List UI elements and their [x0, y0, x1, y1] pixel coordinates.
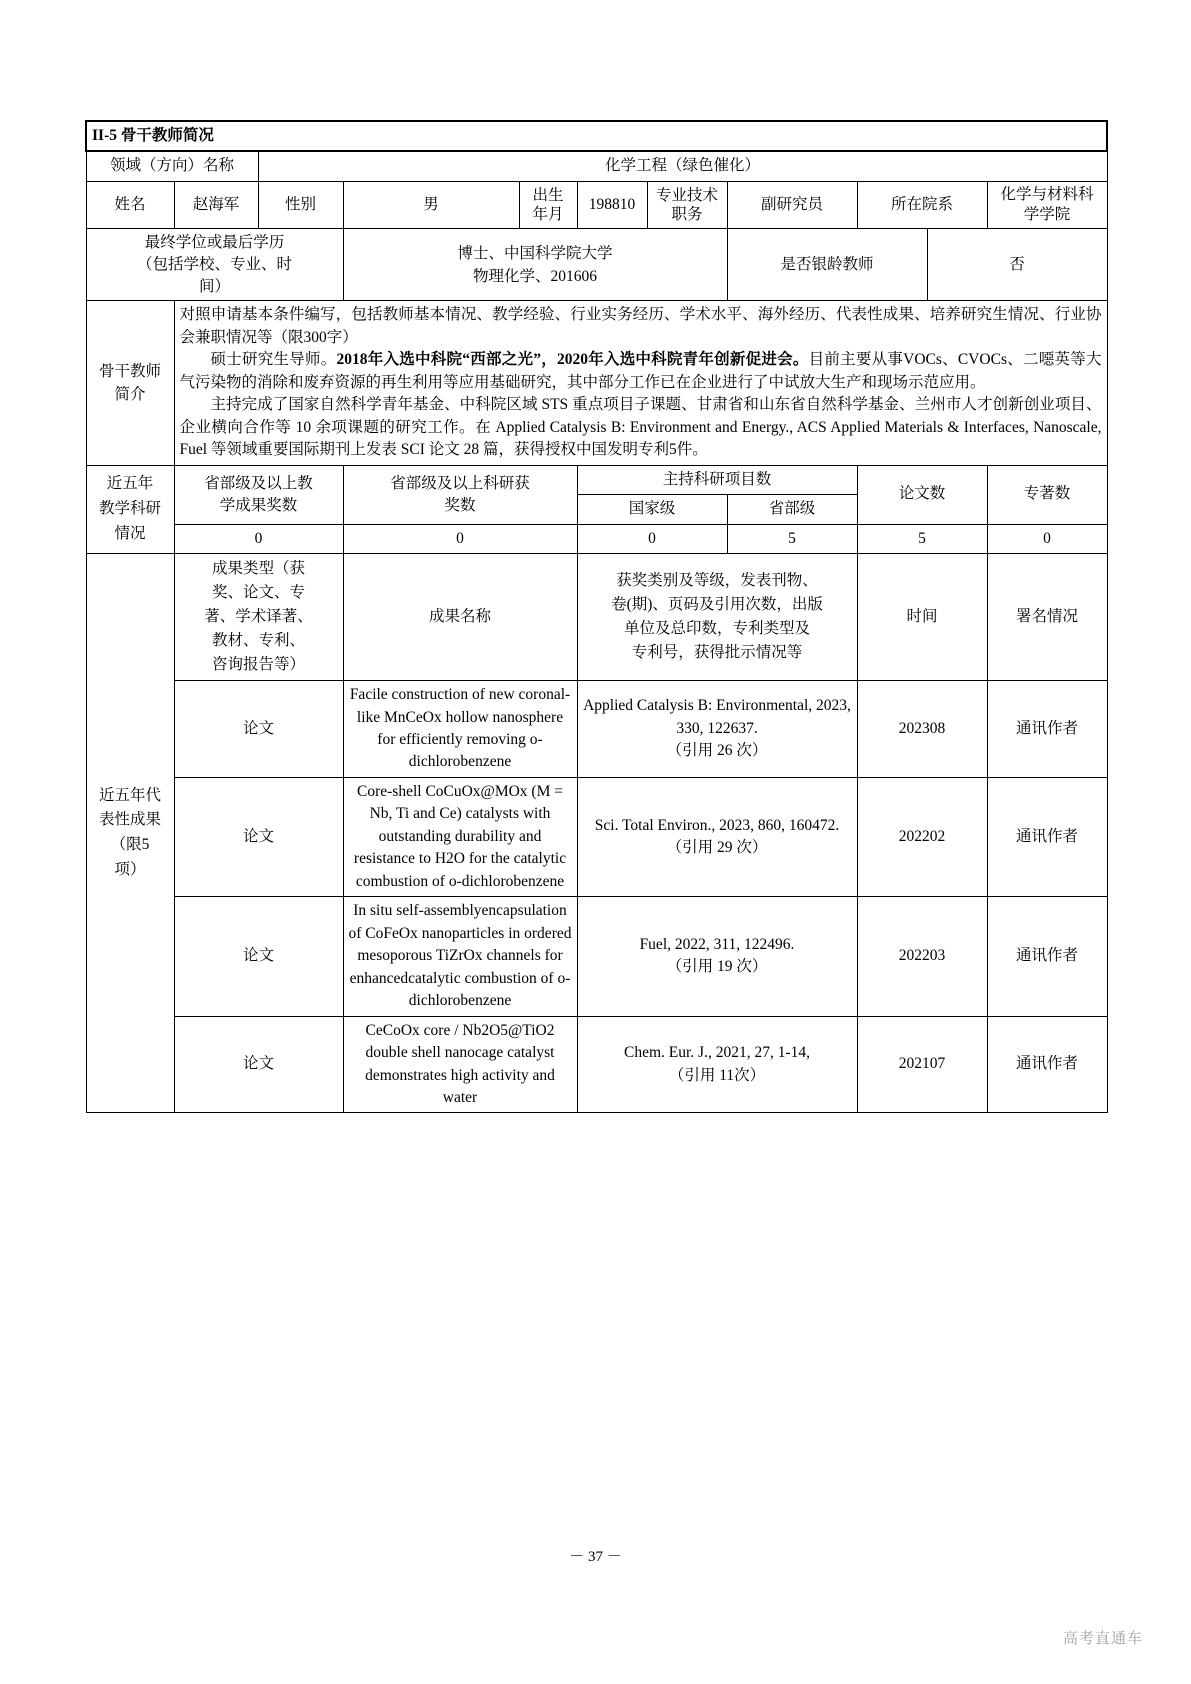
name-label: 姓名: [86, 181, 174, 228]
achievement-detail: [577, 777, 857, 896]
achievement-detail-citation: （引用 29 次）: [666, 839, 768, 857]
intro-p1-part1: 硕士研究生导师。: [210, 351, 337, 369]
name-value: 赵海军: [174, 181, 258, 228]
gender-label: 性别: [258, 181, 343, 228]
achievement-detail-line1: Applied Catalysis B: Environmental, 2023, 330, 122637.: [583, 697, 851, 737]
achievement-type: 论文: [174, 897, 343, 1016]
achievement-detail-citation: （引用 11次）: [668, 1066, 766, 1084]
stats-research-award-header: 省部级及以上科研获 奖数: [343, 465, 577, 524]
stats-teaching-award-header: 省部级及以上教 学成果奖数: [174, 465, 343, 524]
field-label: 领域（方向）名称: [86, 151, 258, 181]
stats-papers-header: 论文数: [857, 465, 987, 524]
achievement-detail: [577, 681, 857, 778]
intro-paragraph-1: [180, 349, 1102, 394]
achievement-signature: 通讯作者: [987, 777, 1107, 896]
achievement-signature: 通讯作者: [987, 681, 1107, 778]
degree-value-line1: 博士、中国科学院大学: [457, 244, 613, 262]
achievement-name: Facile construction of new coronal-like MnCeOx hollow nanosphere for efficiently removing o-dichlorobenzene: [343, 681, 577, 778]
birth-value: 198810: [577, 181, 647, 228]
senior-teacher-value: 否: [927, 229, 1107, 301]
achievements-name-header: 成果名称: [343, 553, 577, 680]
achievement-name: Core-shell CoCuOx@MOx (M = Nb, Ti and Ce) catalysts with outstanding durability and resistance to H2O for the catalytic combustion of o-dichlorobenzene: [343, 777, 577, 896]
stats-books-header: 专著数: [987, 465, 1107, 524]
achievements-header-row: [86, 553, 1107, 680]
achievement-row: [86, 681, 1107, 778]
achievement-detail: [577, 1016, 857, 1113]
basic-info-row: [86, 181, 1107, 228]
achievement-time: 202202: [857, 777, 987, 896]
intro-body: [174, 301, 1107, 465]
stats-national-header: 国家级: [577, 495, 727, 524]
stats-books-value: 0: [987, 524, 1107, 553]
achievements-type-header: 成果类型（获 奖、论文、专 著、学术译著、 教材、专利、 咨询报告等）: [174, 553, 343, 680]
achievement-type: 论文: [174, 1016, 343, 1113]
dept-label: 所在院系: [857, 181, 987, 228]
gender-value: 男: [343, 181, 519, 228]
page-number: － 37 －: [569, 1549, 622, 1565]
achievement-detail-citation: （引用 26 次）: [666, 742, 768, 760]
degree-row: [86, 229, 1107, 301]
degree-value: [343, 229, 727, 301]
watermark: 高考直通车: [1062, 1630, 1143, 1647]
achievement-type: 论文: [174, 681, 343, 778]
achievement-detail: [577, 897, 857, 1016]
stats-row-label: 近五年 教学科研 情况: [86, 465, 174, 553]
achievement-signature: 通讯作者: [987, 897, 1107, 1016]
field-value: 化学工程（绿色催化）: [258, 151, 1107, 181]
stats-header-row: [86, 465, 1107, 494]
stats-values-row: [86, 524, 1107, 553]
title-label: 专业技术 职务: [647, 181, 727, 228]
degree-label: 最终学位或最后学历 （包括学校、专业、时 间）: [86, 229, 343, 301]
intro-guide: 对照申请基本条件编写，包括教师基本情况、教学经验、行业实务经历、学术水平、海外经历、代表性成果、培养研究生情况、行业协会兼职情况等（限300字）: [179, 306, 1102, 346]
stats-provincial-header: 省部级: [727, 495, 857, 524]
intro-label: 骨干教师 简介: [86, 301, 174, 465]
achievements-detail-header: 获奖类别及等级，发表刊物、 卷(期)、页码及引用次数，出版 单位及总印数，专利类型及 专利号，获得批示情况等: [577, 553, 857, 680]
achievement-row: [86, 777, 1107, 896]
achievement-row: [86, 897, 1107, 1016]
intro-paragraph-2: 主持完成了国家自然科学青年基金、中科院区域 STS 重点项目子课题、甘肃省和山东省自然科学基金、兰州市人才创新创业项目、企业横向合作等 10 余项课题的研究工作。在 Applied Catalysis B: Environment and Energy., ACS Applied Materials & Interfaces, Nanoscale, Fuel 等领域重要国际期刊上发表 SCI 论文 28 篇，获得授权中国发明专利5件。: [179, 396, 1102, 459]
achievement-signature: 通讯作者: [987, 1016, 1107, 1113]
achievement-type: 论文: [174, 777, 343, 896]
birth-label: 出生 年月: [519, 181, 577, 228]
stats-papers-value: 5: [857, 524, 987, 553]
achievement-detail-citation: （引用 19 次）: [666, 958, 768, 976]
stats-teaching-award-value: 0: [174, 524, 343, 553]
intro-row: [86, 301, 1107, 465]
achievement-detail-line1: Sci. Total Environ., 2023, 860, 160472.: [594, 816, 840, 834]
achievement-name: CeCoOx core / Nb2O5@TiO2 double shell nanocage catalyst demonstrates high activity and water: [343, 1016, 577, 1113]
stats-research-award-value: 0: [343, 524, 577, 553]
intro-p1-bold: 2018年入选中科院“西部之光”，2020年入选中科院青年创新促进会。: [336, 351, 809, 369]
section-title-row: [86, 121, 1107, 151]
senior-teacher-label: 是否银龄教师: [727, 229, 927, 301]
intro-p1-part2: 目前主要从事VOCs、CVOCs、二噁英等大气污染物的消除和废弃资源的再生利用等应用基础研究，其中部分工作已在企业进行了中试放大生产和现场示范应用。: [179, 351, 1102, 391]
faculty-profile-table: [85, 120, 1108, 1113]
section-title: II-5 骨干教师简况: [86, 121, 1107, 151]
stats-projects-header: 主持科研项目数: [577, 465, 857, 494]
stats-national-value: 0: [577, 524, 727, 553]
achievement-time: 202107: [857, 1016, 987, 1113]
achievement-time: 202203: [857, 897, 987, 1016]
degree-value-line2: 物理化学、201606: [472, 267, 597, 285]
achievement-detail-line1: Chem. Eur. J., 2021, 27, 1-14,: [624, 1044, 810, 1062]
title-value: 副研究员: [727, 181, 857, 228]
achievements-signature-header: 署名情况: [987, 553, 1107, 680]
achievement-time: 202308: [857, 681, 987, 778]
achievement-detail-line1: Fuel, 2022, 311, 122496.: [639, 935, 795, 953]
dept-value: 化学与材料科 学学院: [987, 181, 1107, 228]
achievement-name: In situ self-assemblyencapsulation of CoFeOx nanoparticles in ordered mesoporous TiZrOx channels for enhancedcatalytic combustion of o-dichlorobenzene: [343, 897, 577, 1016]
field-row: [86, 151, 1107, 181]
achievement-row: [86, 1016, 1107, 1113]
achievements-row-label: 近五年代 表性成果 （限5 项）: [86, 553, 174, 1113]
achievements-time-header: 时间: [857, 553, 987, 680]
stats-provincial-value: 5: [727, 524, 857, 553]
